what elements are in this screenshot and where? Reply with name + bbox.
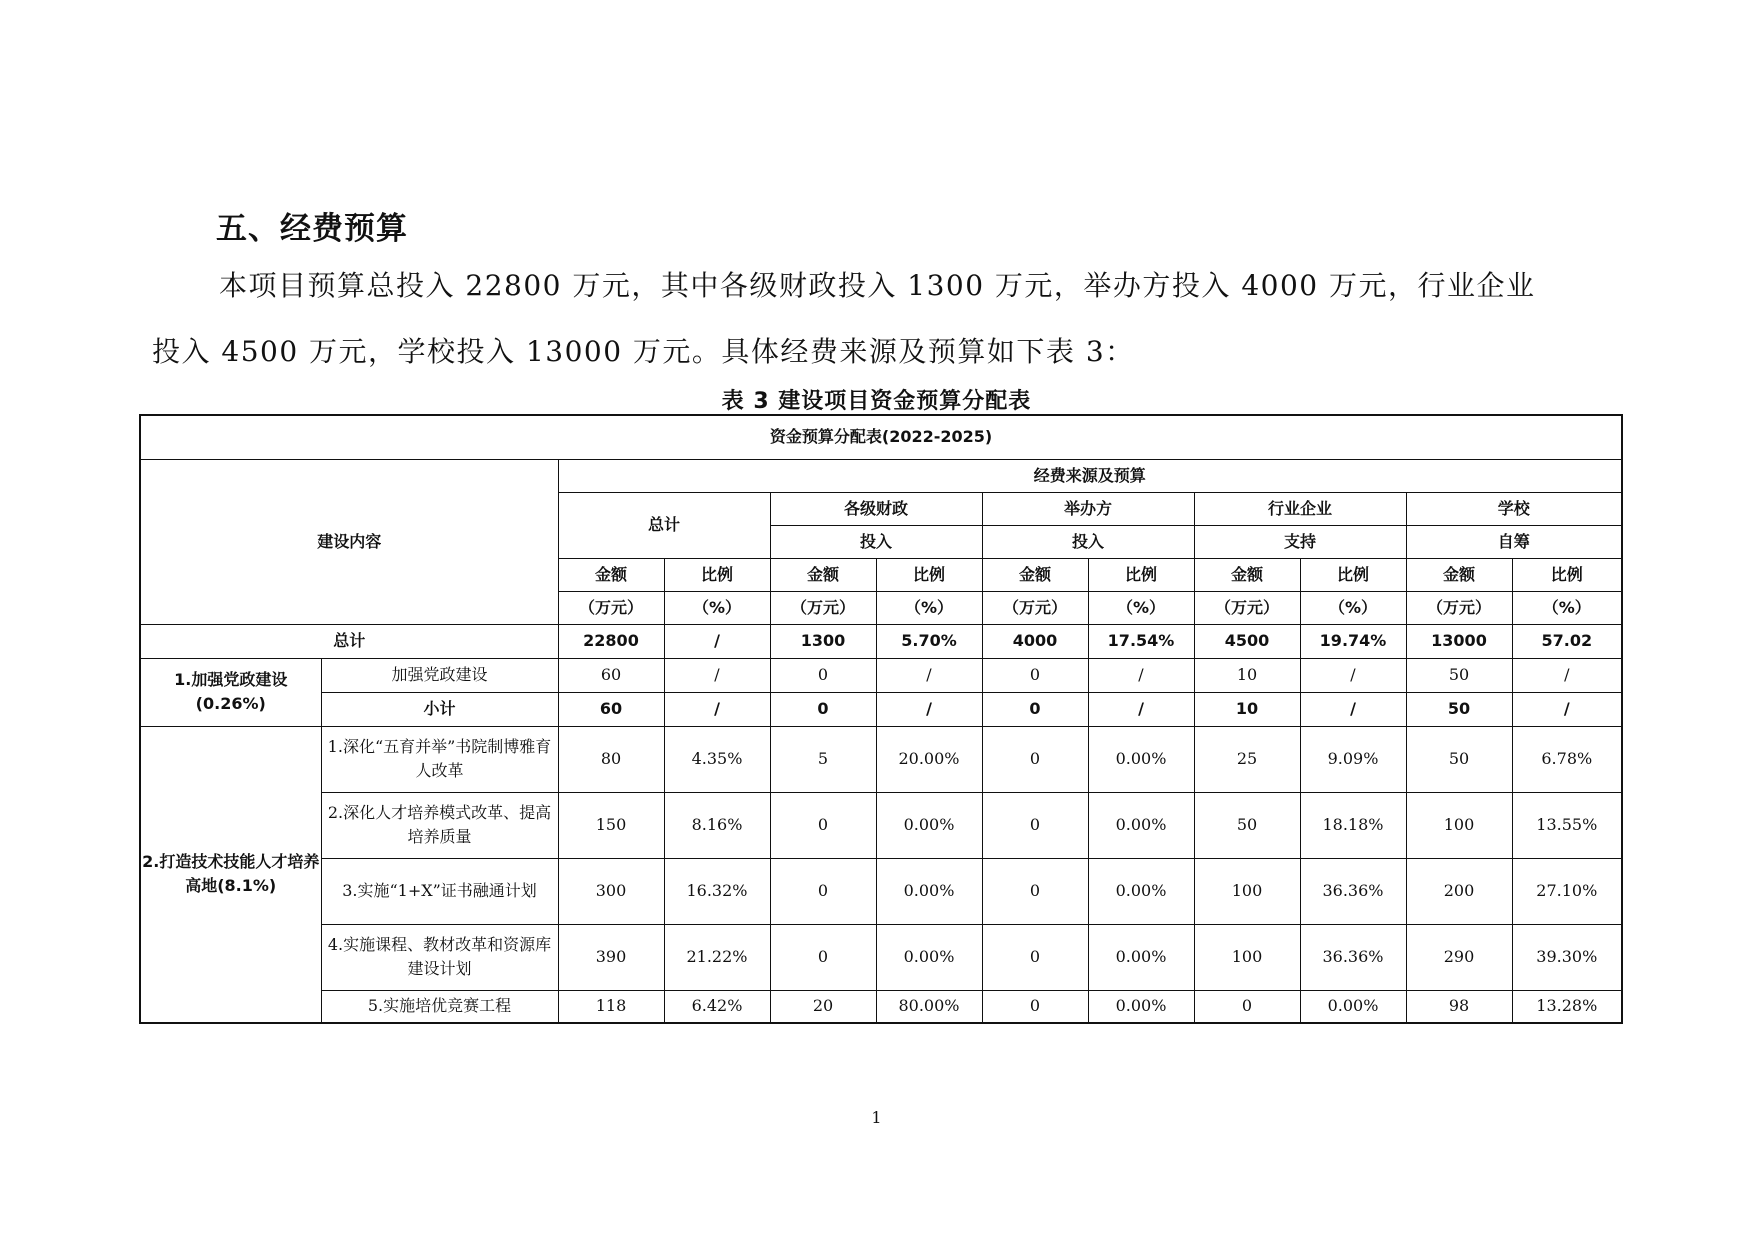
table-cell: 118 [558,990,664,1023]
table-cell: 0.00% [876,858,982,924]
table-cell: 200 [1406,858,1512,924]
section-title: 五、经费预算 [216,211,408,247]
table-cell: / [1512,692,1622,726]
item-label: 加强党政建设 [321,658,558,692]
table-cell: 13000 [1406,624,1512,658]
subtotal-row [140,692,1622,726]
table-cell: 60 [558,692,664,726]
table-row [140,990,1622,1023]
item-label: 4.实施课程、教材改革和资源库建设计划 [321,924,558,990]
group-subheader: 投入 [982,525,1194,558]
table-cell: 100 [1194,858,1300,924]
table-main-header: 资金预算分配表(2022-2025) [140,415,1622,459]
amount-header: 金额 [1406,558,1512,591]
source-header: 经费来源及预算 [558,459,1622,492]
group-header: 举办方 [982,492,1194,525]
section2-category: 2.打造技术技能人才培养高地(8.1%) [140,726,321,1023]
table-cell: 19.74% [1300,624,1406,658]
amount-header: 金额 [982,558,1088,591]
table-cell: 50 [1406,726,1512,792]
ratio-unit: （%） [1088,591,1194,624]
table-cell: 80 [558,726,664,792]
table-caption: 表 3 建设项目资金预算分配表 [721,389,1032,414]
table-cell: 150 [558,792,664,858]
table-row [140,726,1622,792]
table-cell: / [1512,658,1622,692]
table-cell: / [1088,658,1194,692]
table-cell: 100 [1406,792,1512,858]
table-cell: 8.16% [664,792,770,858]
table-cell: 20.00% [876,726,982,792]
table-cell: 0.00% [1088,990,1194,1023]
table-cell: 0.00% [1088,924,1194,990]
table-cell: 9.09% [1300,726,1406,792]
group-subheader: 投入 [770,525,982,558]
ratio-header: 比例 [664,558,770,591]
table-cell: 36.36% [1300,858,1406,924]
table-cell: 50 [1406,692,1512,726]
amount-header: 金额 [558,558,664,591]
group-subheader: 支持 [1194,525,1406,558]
ratio-unit: （%） [664,591,770,624]
table-cell: 5.70% [876,624,982,658]
table-cell: / [664,624,770,658]
table-cell: 17.54% [1088,624,1194,658]
table-cell: / [1300,692,1406,726]
table-row [140,792,1622,858]
table-cell: 57.02 [1512,624,1622,658]
table-cell: 0 [982,924,1088,990]
table-cell: 0 [770,858,876,924]
table-cell: / [1300,658,1406,692]
table-row [140,658,1622,692]
table-cell: 0.00% [876,924,982,990]
table-cell: 300 [558,858,664,924]
total-row-label: 总计 [140,624,558,658]
ratio-unit: （%） [876,591,982,624]
table-cell: 50 [1194,792,1300,858]
table-cell: / [664,658,770,692]
amount-unit: （万元） [558,591,664,624]
table-cell: 0 [982,692,1088,726]
table-cell: 4.35% [664,726,770,792]
table-cell: 6.78% [1512,726,1622,792]
item-label: 1.深化“五育并举”书院制博雅育人改革 [321,726,558,792]
budget-paragraph-line2: 投入 4500 万元，学校投入 13000 万元。具体经费来源及预算如下表 3： [152,335,1135,368]
ratio-header: 比例 [1088,558,1194,591]
table-cell: 0 [770,658,876,692]
table-row [140,858,1622,924]
table-cell: 290 [1406,924,1512,990]
table-cell: / [1088,692,1194,726]
table-row [140,924,1622,990]
content-header: 建设内容 [140,459,558,624]
budget-paragraph-line1: 本项目预算总投入 22800 万元，其中各级财政投入 1300 万元，举办方投入 4000 万元，行业企业 [219,269,1536,302]
table-cell: 60 [558,658,664,692]
ratio-header: 比例 [1512,558,1622,591]
table-cell: 27.10% [1512,858,1622,924]
table-cell: 10 [1194,658,1300,692]
table-cell: 10 [1194,692,1300,726]
table-cell: 20 [770,990,876,1023]
table-cell: 13.28% [1512,990,1622,1023]
table-cell: 36.36% [1300,924,1406,990]
table-cell: 21.22% [664,924,770,990]
table-cell: 39.30% [1512,924,1622,990]
table-cell: 0 [770,792,876,858]
table-cell: 0 [770,692,876,726]
item-label: 5.实施培优竞赛工程 [321,990,558,1023]
subtotal-label: 小计 [321,692,558,726]
amount-unit: （万元） [1194,591,1300,624]
table-cell: 0 [982,858,1088,924]
table-cell: / [876,692,982,726]
budget-allocation-table [139,414,1623,1024]
group-header: 学校 [1406,492,1622,525]
table-cell: 0.00% [1088,726,1194,792]
table-cell: 0.00% [1088,858,1194,924]
table-cell: / [664,692,770,726]
table-cell: 4000 [982,624,1088,658]
amount-header: 金额 [770,558,876,591]
table-cell: 100 [1194,924,1300,990]
table-cell: 50 [1406,658,1512,692]
table-cell: 1300 [770,624,876,658]
table-cell: 6.42% [664,990,770,1023]
page-number: 1 [871,1108,882,1127]
item-label: 3.实施“1+X”证书融通计划 [321,858,558,924]
group-header: 各级财政 [770,492,982,525]
table-cell: 22800 [558,624,664,658]
table-cell: 0 [770,924,876,990]
table-cell: 0 [1194,990,1300,1023]
group-subheader: 自筹 [1406,525,1622,558]
table-cell: 4500 [1194,624,1300,658]
table-cell: 0.00% [1088,792,1194,858]
table-cell: / [876,658,982,692]
amount-unit: （万元） [982,591,1088,624]
table-cell: 18.18% [1300,792,1406,858]
table-cell: 5 [770,726,876,792]
table-cell: 13.55% [1512,792,1622,858]
table-cell: 16.32% [664,858,770,924]
table-cell: 0 [982,990,1088,1023]
table-cell: 98 [1406,990,1512,1023]
amount-header: 金额 [1194,558,1300,591]
table-cell: 0 [982,658,1088,692]
ratio-unit: （%） [1512,591,1622,624]
amount-unit: （万元） [770,591,876,624]
table-cell: 80.00% [876,990,982,1023]
item-label: 2.深化人才培养模式改革、提高培养质量 [321,792,558,858]
total-row [140,624,1622,658]
group-header: 行业企业 [1194,492,1406,525]
table-cell: 390 [558,924,664,990]
section1-category: 1.加强党政建设(0.26%) [140,658,321,726]
table-cell: 0.00% [876,792,982,858]
ratio-header: 比例 [876,558,982,591]
ratio-header: 比例 [1300,558,1406,591]
table-cell: 25 [1194,726,1300,792]
amount-unit: （万元） [1406,591,1512,624]
table-cell: 0 [982,792,1088,858]
total-header: 总计 [558,492,770,558]
table-cell: 0.00% [1300,990,1406,1023]
table-cell: 0 [982,726,1088,792]
ratio-unit: （%） [1300,591,1406,624]
